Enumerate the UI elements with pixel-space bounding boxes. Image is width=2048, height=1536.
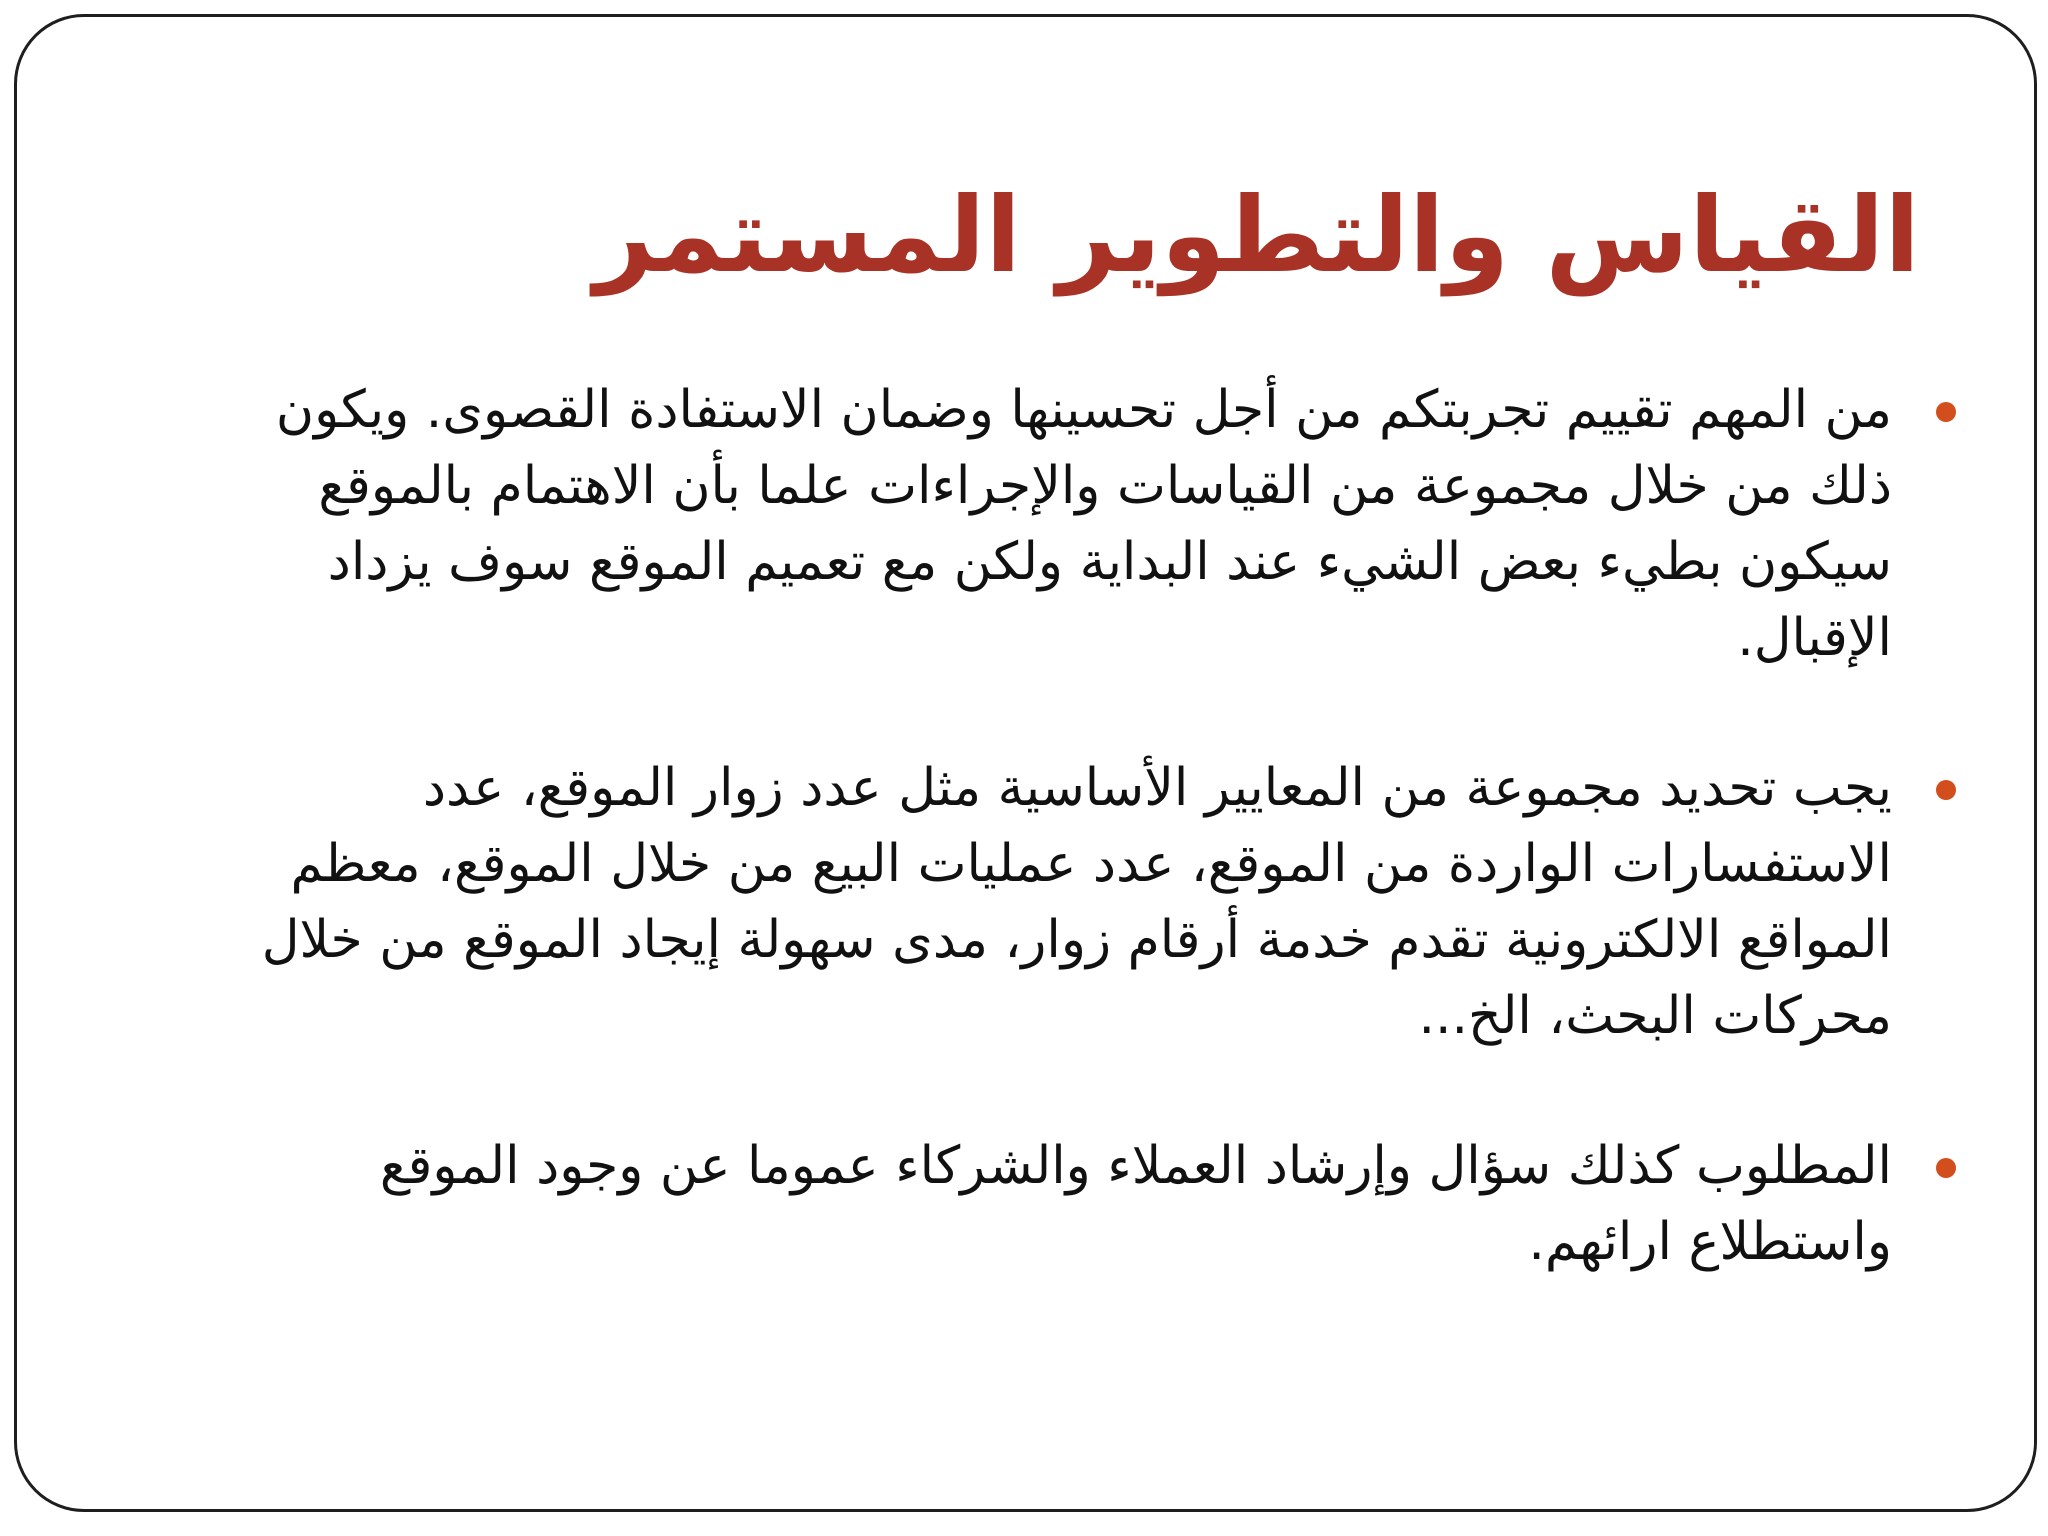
bullet-list: [242, 372, 1942, 1354]
slide-title: القياس والتطوير المستمر: [593, 174, 1920, 296]
bullet-item-1: [242, 372, 1942, 676]
bullet-item-2: [242, 750, 1942, 1054]
bullet-dot-icon: [1936, 780, 1956, 800]
bullet-text: يجب تحديد مجموعة من المعايير الأساسية مثل عدد زوار الموقع، عدد الاستفسارات الواردة من الموقع، عدد عمليات البيع من خلال الموقع، معظم المواقع الالكترونية تقدم خدمة أرقام زوار، مدى سهولة إيجاد الموقع من خلال محركات البحث، الخ...: [261, 758, 1892, 1046]
bullet-text: من المهم تقييم تجربتكم من أجل تحسينها وضمان الاستفادة القصوى. ويكون ذلك من خلال مجموعة من القياسات والإجراءات علما بأن الاهتمام بالموقع سيكون بطيء بعض الشيء عند البداية ولكن مع تعميم الموقع سوف يزداد الإقبال.: [275, 380, 1892, 668]
bullet-item-3: [242, 1128, 1942, 1280]
bullet-dot-icon: [1936, 1158, 1956, 1178]
bullet-dot-icon: [1936, 402, 1956, 422]
bullet-text: المطلوب كذلك سؤال وإرشاد العملاء والشركاء عموما عن وجود الموقع واستطلاع ارائهم.: [379, 1136, 1892, 1272]
